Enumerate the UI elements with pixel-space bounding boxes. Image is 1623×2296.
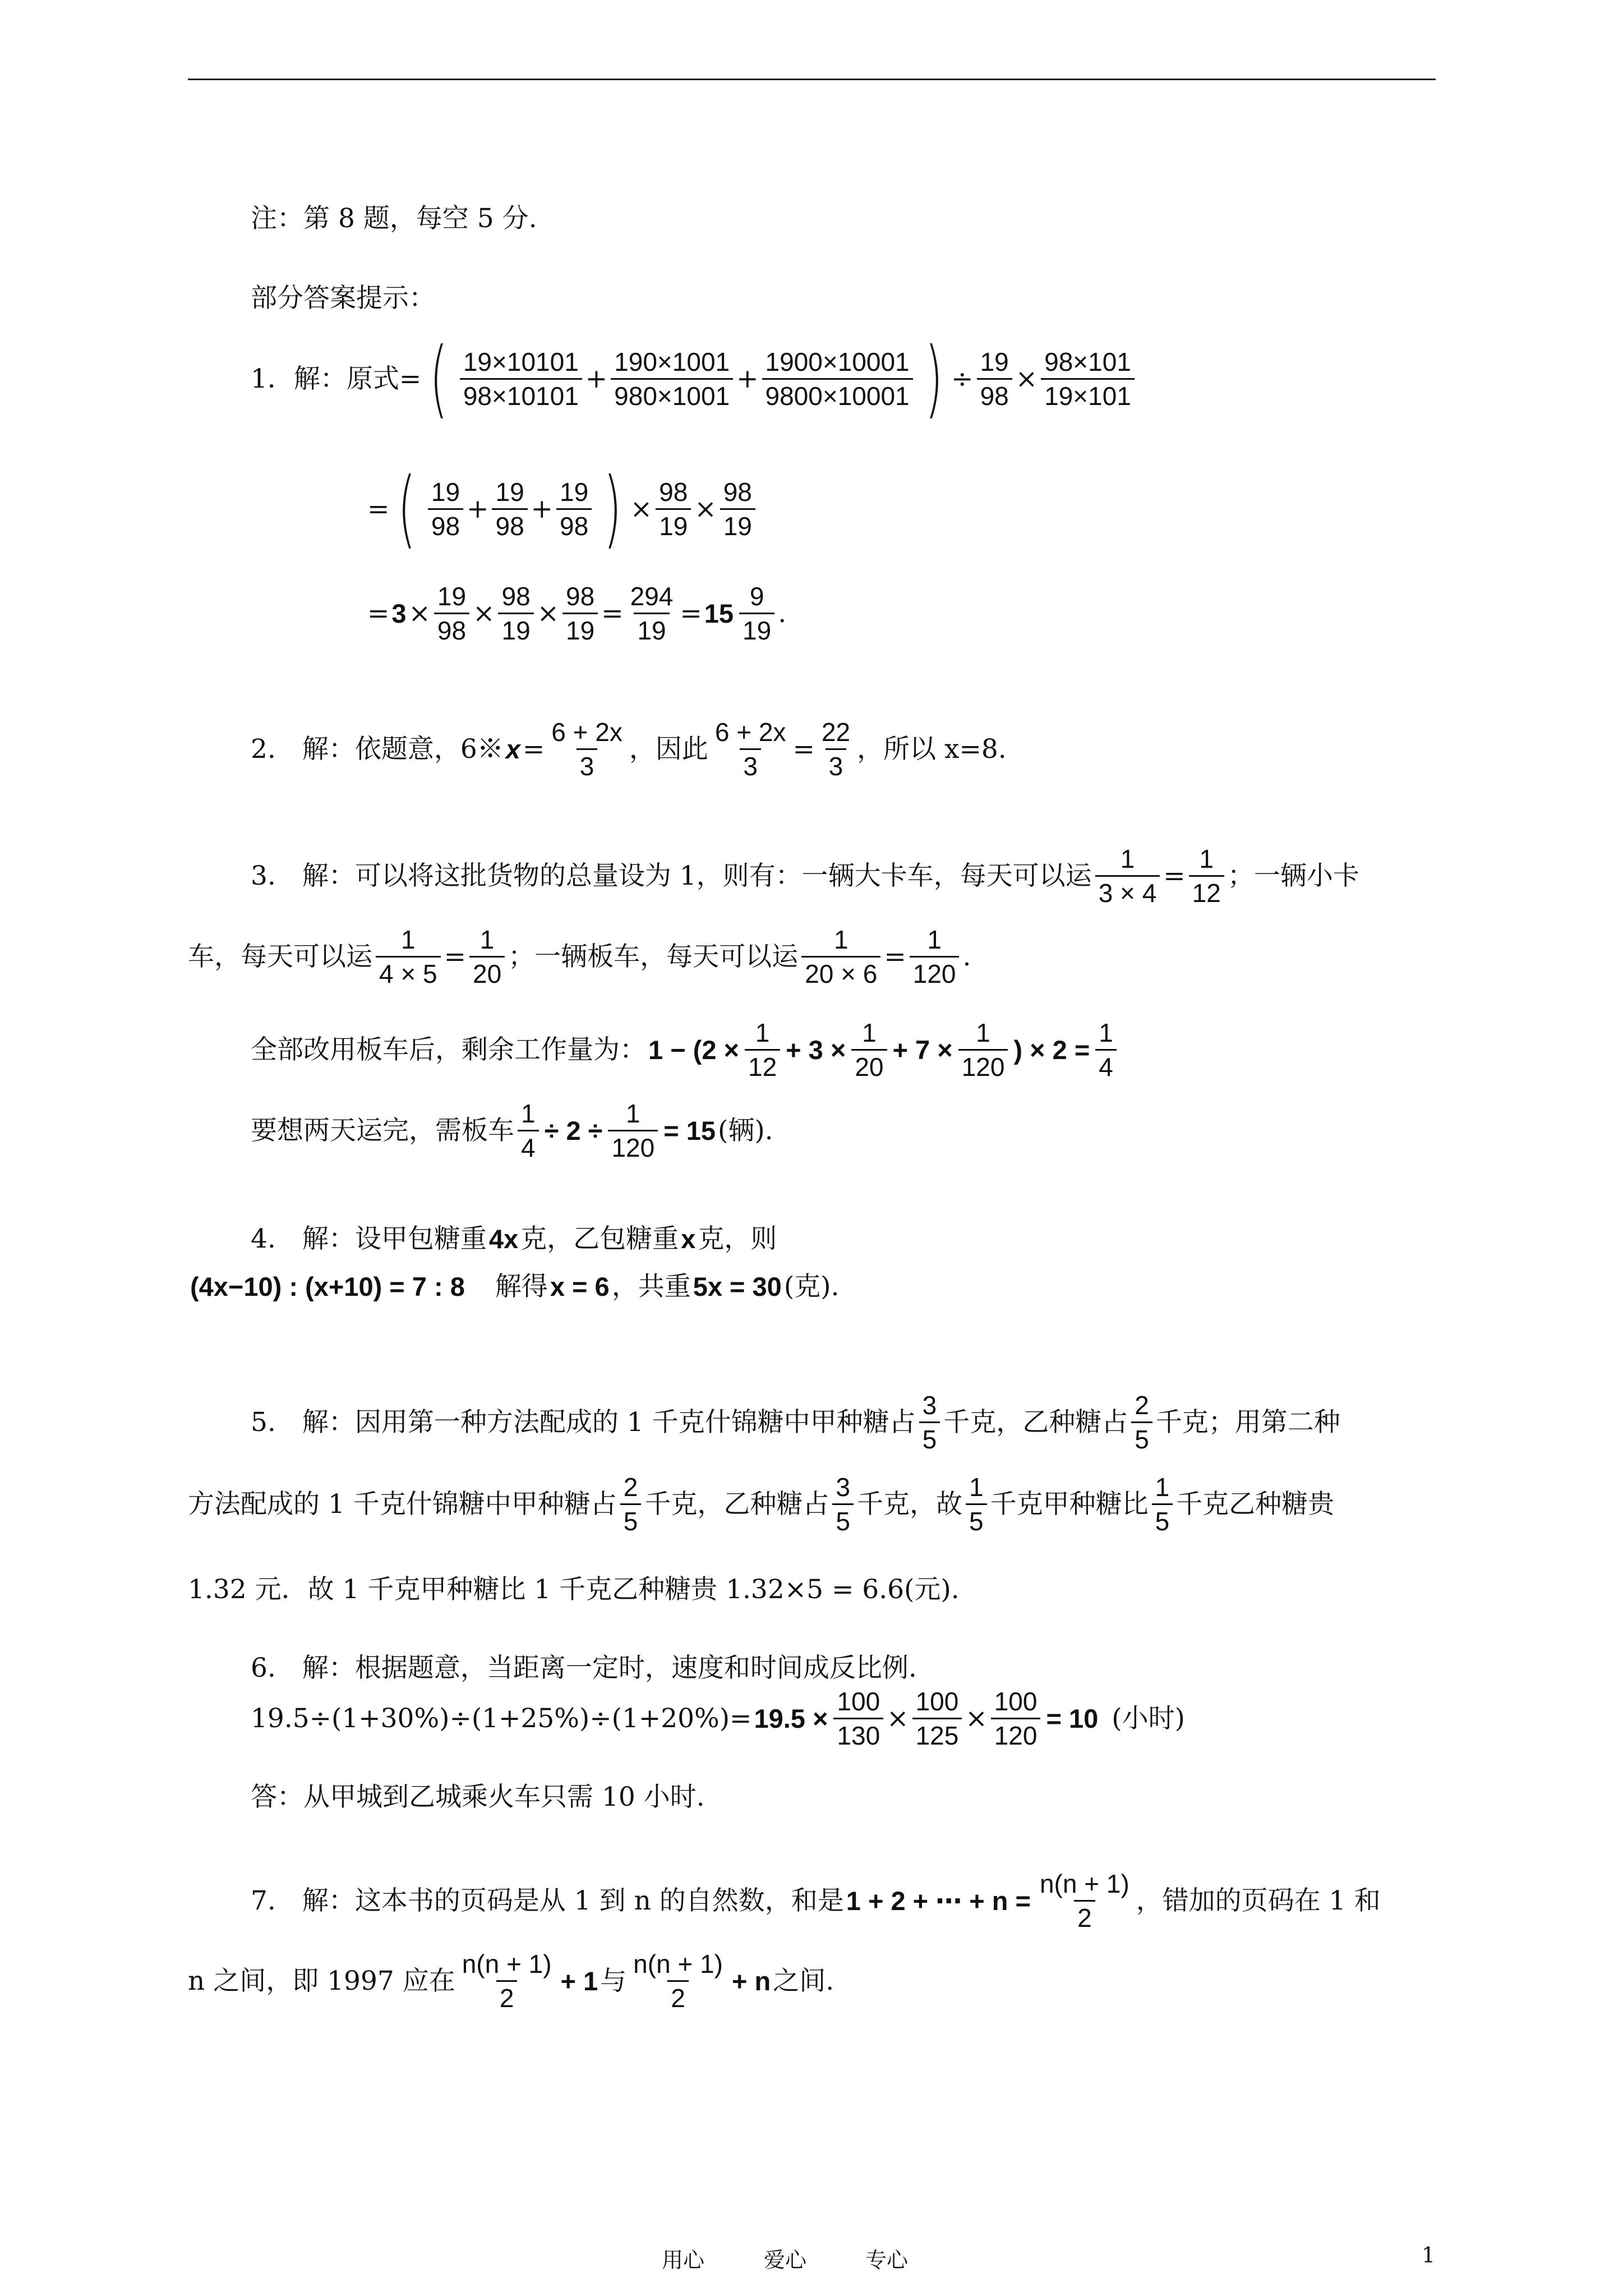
p1-line2: = ( $\frac{19}{98}$ + $\frac{19}{98}$ + $\frac{19}{98}$ ) × $\frac{98}{19}$ × $\frac{98}{19}$ (367, 467, 759, 551)
p3-line2: 车，每天可以运 $\frac{1}{4 \times 5}$ = $\frac{1}{20}$ ；一辆板车，每天可以运 $\frac{1}{20 \times 6}$ = $\frac{1}{120}$ . (188, 925, 971, 988)
p3-line3: 全部改用板车后，剩余工作量为： 1 − (2 × $\frac{1}{12}$ + 3 × $\frac{1}{20}$ + 7 × $\frac{1}{120}$ ) × 2 = $\frac{1}{4}$ (251, 1020, 1120, 1080)
p1-frac5: $\frac{98\times 101}{19\times 101}$ (1041, 349, 1135, 409)
page-content (188, 0, 1436, 2296)
p1-frac4: $\frac{19}{98}$ (977, 349, 1012, 409)
p5-line1: 5. 解：因用第一种方法配成的 1 千克什锦糖中甲种糖占 $\frac{3}{5}$ 千克，乙种糖占 $\frac{2}{5}$ 千克；用第二种 (251, 1391, 1340, 1454)
p4-line1: 4. 解：设甲包糖重 4x 克，乙包糖重 x 克，则 (251, 1223, 777, 1254)
footer-left: 用心 (662, 2248, 705, 2272)
p1-frac1: $\frac{19\times 10101}{98\times 10101}$ (460, 349, 582, 409)
p6-line2: 19.5÷(1+30%)÷(1+25%)÷(1+20%)= 19.5 × $\frac{100}{130}$ × $\frac{100}{125}$ × $\frac{100}{120}$ = 10 (小时) (251, 1687, 1185, 1750)
p1-line1: 1．解：原式 = ( $\frac{19\times 10101}{98\times 10101}$ + $\frac{190\times 1001}{980\times 1001}$ + $\frac{1900\times 10001}{9800\times 10001}$ ) ÷ $\frac{19}{98}$ × $\frac{98\times 101}{19\times 101}$ (251, 337, 1138, 421)
note-line: 注：第 8 题，每空 5 分. (251, 203, 537, 234)
footer-right: 专心 (865, 2248, 909, 2272)
p1-frac3: $\frac{1900\times 10001}{9800\times 10001}$ (762, 349, 913, 409)
p3-line1: 3. 解：可以将这批货物的总量设为 1，则有：一辆大卡车，每天可以运 $\frac{1}{3 \times 4}$ = $\frac{1}{12}$ ；一辆小卡 (251, 844, 1359, 908)
p1-line3: = 3 × $\frac{19}{98}$ × $\frac{98}{19}$ × $\frac{98}{19}$ = $\frac{294}{19}$ = 15 $\frac{9}{19}$ . (367, 582, 787, 645)
p5-line2: 方法配成的 1 千克什锦糖中甲种糖占 $\frac{2}{5}$ 千克，乙种糖占 $\frac{3}{5}$ 千克，故 $\frac{1}{5}$ 千克甲种糖比 $\frac{1}{5}$ 千克乙种糖贵 (188, 1473, 1335, 1536)
p7-line1: 7. 解：这本书的页码是从 1 到 n 的自然数，和是 1 + 2 + ⋯ + n = $\frac{n(n + 1)}{2}$ ，错加的页码在 1 和 (251, 1869, 1381, 1932)
p6-line1: 6. 解：根据题意，当距离一定时，速度和时间成反比例. (251, 1653, 917, 1683)
p5-line3: 1.32 元．故 1 千克甲种糖比 1 千克乙种糖贵 1.32×5 = 6.6(元). (188, 1574, 960, 1605)
p2-line: 2. 解：依题意，6※ x = $\frac{6 + 2x}{3}$ ，因此 $\frac{6 + 2x}{3}$ = $\frac{22}{3}$ ，所以 x=8. (251, 717, 1007, 781)
page-number: 1 (1422, 2243, 1436, 2267)
footer-mid: 爱心 (764, 2248, 807, 2272)
hint-title: 部分答案提示： (251, 283, 435, 314)
p1-frac2: $\frac{190\times 1001}{980\times 1001}$ (611, 349, 733, 409)
p6-line3: 答：从甲城到乙城乘火车只需 10 小时. (251, 1782, 705, 1812)
p4-line2: (4x−10) : (x+10) = 7 : 8 解得 x = 6 ，共重 5x = 30 (克). (190, 1271, 840, 1302)
p3-line4: 要想两天运完，需板车 $\frac{1}{4}$ ÷ 2 ÷ $\frac{1}{120}$ = 15 (辆). (251, 1099, 773, 1162)
p7-line2: n 之间，即 1997 应在 $\frac{n(n + 1)}{2}$ + 1 与 $\frac{n(n + 1)}{2}$ + n 之间. (188, 1949, 834, 2013)
